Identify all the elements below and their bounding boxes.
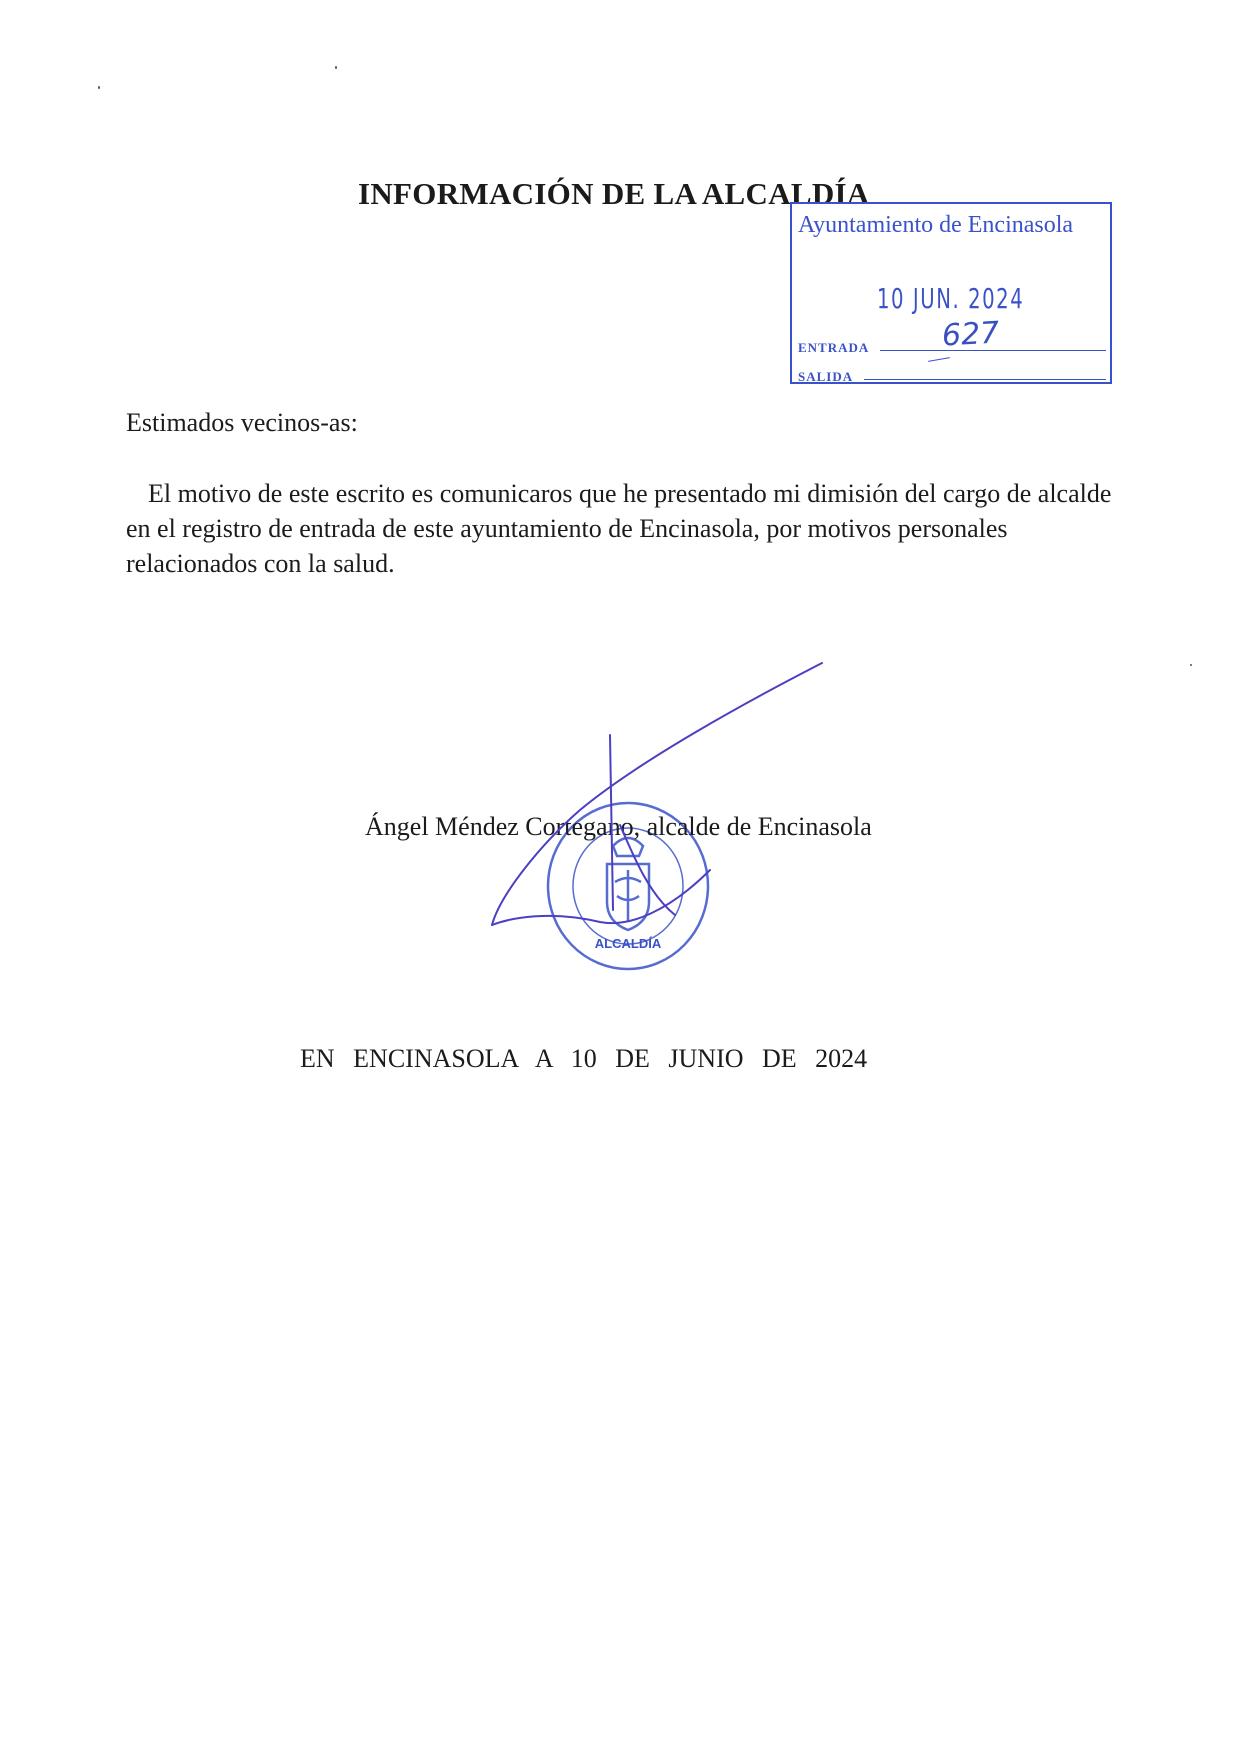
stamp-office-name: Ayuntamiento de Encinasola	[798, 212, 1074, 238]
stamp-entrada-number: 627	[941, 315, 1001, 354]
signer-line: Ángel Méndez Cortegano, alcalde de Encinasola	[365, 812, 872, 841]
stamp-salida-label: SALIDA	[798, 369, 854, 384]
page-title: INFORMACIÓN DE LA ALCALDÍA	[358, 176, 870, 211]
body-paragraph: El motivo de este escrito es comunicaros que he presentado mi dimisión del cargo de alcalde en el registro de entrada de este ayuntamiento de Encinasola, por motivos personales relacionados con la salud.	[126, 479, 1112, 578]
stamp-date: 10 JUN. 2024	[877, 282, 1025, 315]
seal-bottom-text: ALCALDÍA	[594, 936, 662, 951]
place-and-date: EN ENCINASOLA A 10 DE JUNIO DE 2024	[300, 1044, 868, 1073]
scan-speck	[98, 86, 100, 89]
stamp-salida-line	[864, 379, 1106, 380]
stamp-entrada-label: ENTRADA	[798, 340, 870, 355]
handwritten-signature	[470, 660, 840, 940]
stamp-salida-dash	[928, 357, 950, 362]
greeting: Estimados vecinos-as:	[126, 408, 358, 437]
scan-speck	[1190, 664, 1192, 666]
scan-speck	[335, 66, 337, 69]
registry-stamp	[790, 202, 1112, 384]
